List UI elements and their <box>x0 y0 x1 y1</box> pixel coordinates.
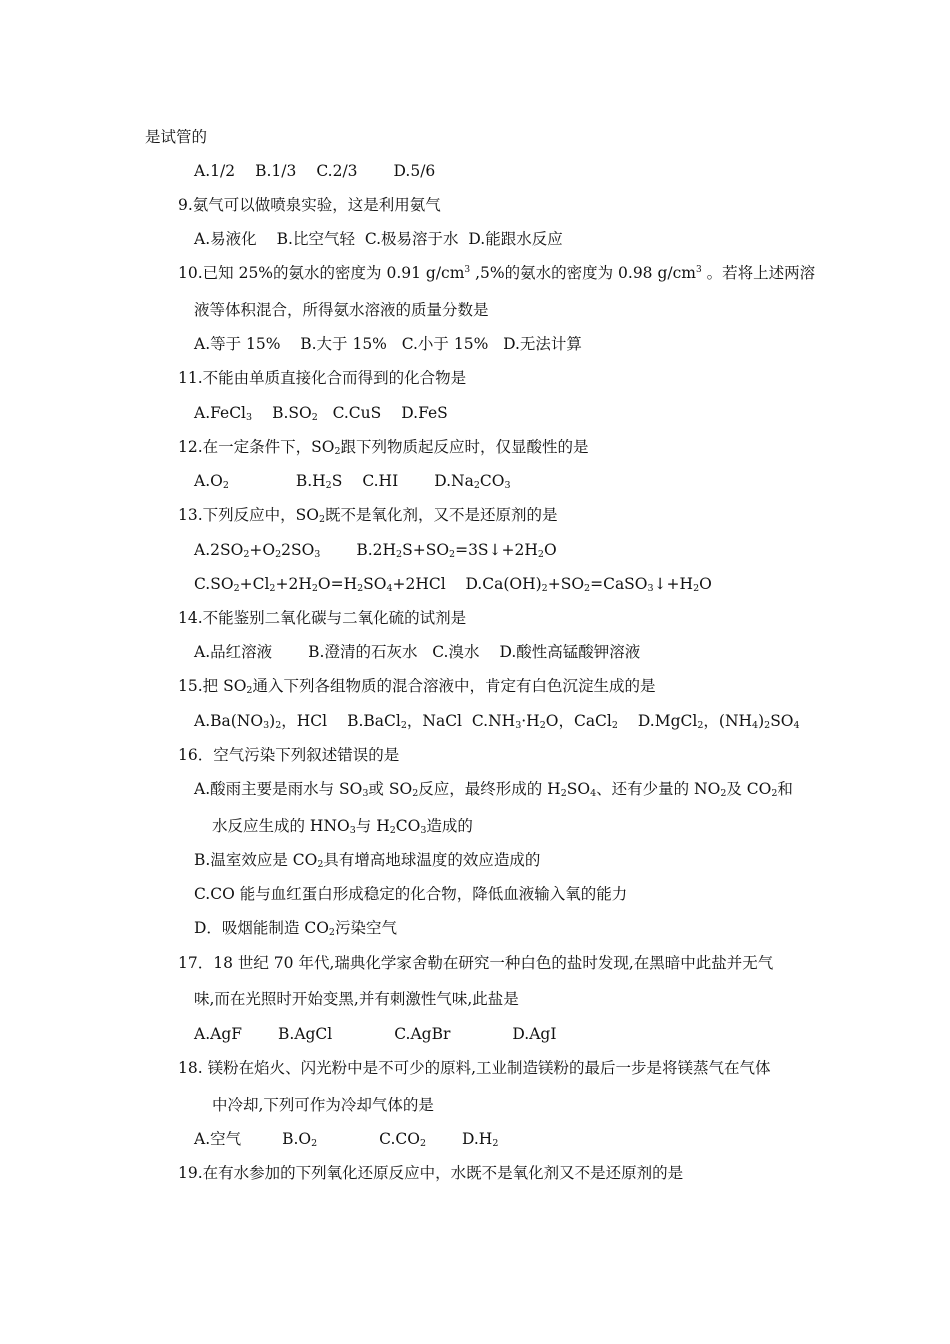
q16-option-b: B.温室效应是 $CO_2$具有增高地球温度的效应造成的 <box>194 851 541 870</box>
q16-option-c: C.CO 能与血红蛋白形成稳定的化合物，降低血液输入氧的能力 <box>194 885 628 903</box>
q16-option-a-line2: 水反应生成的 $HNO_3$与 $H_2CO_3$造成的 <box>212 817 473 836</box>
question-14: 14.不能鉴别二氧化碳与二氧化硫的试剂是 <box>178 609 467 627</box>
q16-option-a: A.酸雨主要是雨水与 $SO_3$或 $SO_2$反应，最终形成的 $H_2SO_4$、还有少量的 $NO_2$及 $CO_2$和 <box>194 780 793 799</box>
q18-options: A.空气 $B.O_2$ $C.CO_2$ $D.H_2$ <box>194 1130 499 1149</box>
option-a: A.1/2 <box>194 162 236 180</box>
q8-options <box>194 161 435 181</box>
q13-options-cd: $C.SO_2+Cl_2+2H_2O=H_2SO_4+2HCl$ $D.Ca(OH)_2+SO_2=CaSO_3↓+H_2O$ <box>194 575 712 594</box>
q13-options-ab: $A.2SO_2+O_22SO_3$ $B.2H_2S+SO_2=3S↓+2H_2O$ <box>194 541 557 560</box>
question-18: 18. 镁粉在焰火、闪光粉中是不可少的原料,工业制造镁粉的最后一步是将镁蒸气在气体 <box>178 1059 771 1077</box>
option-d: D.5/6 <box>393 162 436 180</box>
question-10: 10.已知 25%的氨水的密度为 0.91 $g/cm^3$ ,5%的氨水的密度为 0.98 $g/cm^3$ 。若将上述两溶 <box>178 264 816 282</box>
text-line: 是试管的 <box>145 128 208 146</box>
question-13: 13.下列反应中，$SO_2$既不是氧化剂，又不是还原剂的是 <box>178 506 558 525</box>
q15-options: $A.Ba(NO_3)_2$，HCl B.BaCl$_2$，NaCl $C.NH_3\cdot H_2O$，CaCl$_2$ D.MgCl$_2$，$(NH_4)_2SO_4$ <box>194 712 800 731</box>
option-c: C.2/3 <box>316 162 358 180</box>
question-12: 12.在一定条件下，$SO_2$跟下列物质起反应时，仅显酸性的是 <box>178 438 589 457</box>
question-15: 15.把 $SO_2$通入下列各组物质的混合溶液中，肯定有白色沉淀生成的是 <box>178 677 656 696</box>
q10-options: A.等于 15% B.大于 15% C.小于 15% D.无法计算 <box>194 335 582 353</box>
q11-options: A.FeCl$_3$ $B.SO_2$ C.CuS D.FeS <box>194 404 448 423</box>
option-b: B.1/3 <box>255 162 297 180</box>
question-17: 17．18 世纪 70 年代,瑞典化学家舍勒在研究一种白色的盐时发现,在黑暗中此盐并无气 <box>178 954 774 972</box>
question-17-line2: 味,而在光照时开始变黑,并有刺激性气味,此盐是 <box>194 990 519 1008</box>
q14-options: A.品红溶液 B.澄清的石灰水 C.溴水 D.酸性高锰酸钾溶液 <box>194 643 641 661</box>
q12-options: $A.O_2$ $B.H_2S$ C.HI $D.Na_2CO_3$ <box>194 472 511 491</box>
question-11: 11.不能由单质直接化合而得到的化合物是 <box>178 369 467 387</box>
q16-option-d: D．吸烟能制造 $CO_2$污染空气 <box>194 919 397 938</box>
q17-options: A.AgF B.AgCl C.AgBr D.AgI <box>194 1025 557 1043</box>
question-19: 19.在有水参加的下列氧化还原反应中，水既不是氧化剂又不是还原剂的是 <box>178 1164 684 1182</box>
question-9: 9.氨气可以做喷泉实验，这是利用氨气 <box>178 196 441 214</box>
question-10-line2: 液等体积混合，所得氨水溶液的质量分数是 <box>194 301 489 319</box>
q9-options: A.易液化 B.比空气轻 C.极易溶于水 D.能跟水反应 <box>194 230 563 248</box>
question-18-line2: 中冷却,下列可作为冷却气体的是 <box>212 1096 434 1114</box>
question-16: 16．空气污染下列叙述错误的是 <box>178 746 400 764</box>
